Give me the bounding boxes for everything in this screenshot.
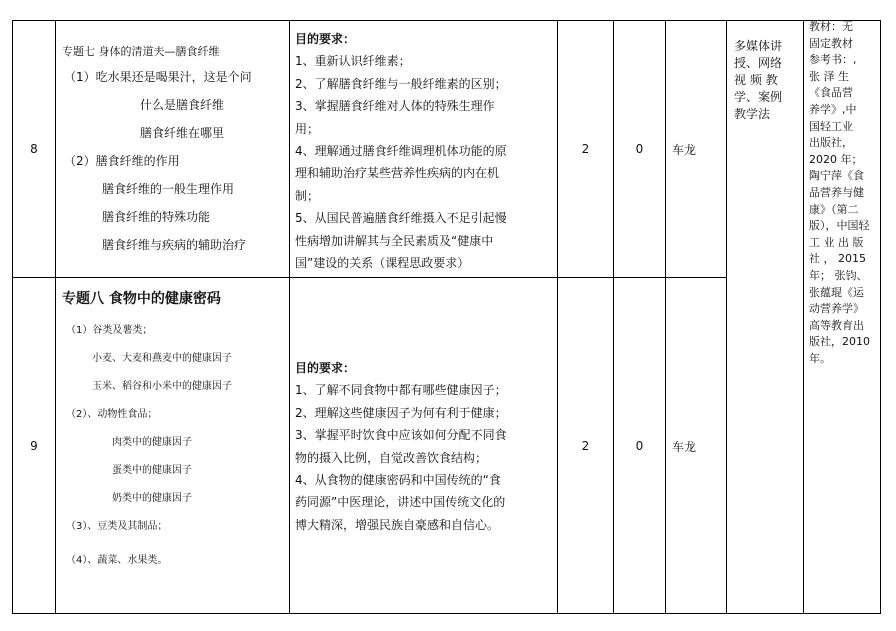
objective-line: 1、了解不同食物中都有哪些健康因子； (295, 383, 507, 398)
objective-line: 用； (295, 121, 320, 136)
materials-line: 社 ， 2015 (809, 252, 866, 266)
outline-item: 蛋类中的健康因子 (112, 465, 192, 476)
materials-line: 品营养与健 (809, 185, 864, 199)
materials-line: 年。 (809, 351, 831, 365)
materials-line: 教材：无 (809, 20, 853, 33)
objective-line: 制； (295, 188, 320, 203)
row-index (13, 278, 55, 613)
objective-line: 博大精深，增强民族自豪感和自信心。 (295, 517, 500, 532)
teacher-cell (666, 278, 726, 613)
practice-hours (614, 21, 665, 277)
theory-hours-value: 2 (581, 142, 590, 156)
teaching-method-line: 视 频 教 (734, 73, 778, 87)
practice-hours-value: 0 (635, 438, 644, 453)
outline-item: （3）、豆类及其制品； (66, 521, 168, 532)
outline-item: 奶类中的健康因子 (112, 493, 192, 504)
materials-line: 出版社， (809, 136, 853, 150)
objectives-title: 目的要求： (295, 361, 356, 375)
row-index-value: 9 (30, 438, 38, 453)
objectives-cell (290, 21, 557, 277)
teaching-method-line: 学、案例 (734, 90, 783, 104)
outline-item: （2）膳食纤维的作用 (64, 154, 180, 168)
topic-cell (56, 278, 289, 613)
materials-line: 张蕴琨《运 (809, 285, 864, 299)
objective-line: 2、理解这些健康因子为何有利于健康； (295, 405, 507, 420)
materials-line: 动营养学》 (809, 302, 864, 316)
practice-hours-value: 0 (635, 142, 644, 156)
outline-item: 膳食纤维在哪里 (140, 126, 225, 140)
theory-hours (558, 278, 613, 613)
materials-line: 陶宁萍《食 (809, 169, 864, 183)
outline-item: 膳食纤维与疾病的辅助治疗 (102, 238, 247, 252)
objective-line: 理和辅助治疗某些营养性疾病的内在机 (295, 166, 500, 181)
objective-line: 4、从食物的健康密码和中国传统的“食 (295, 473, 501, 488)
materials-line: 张 泽 生 (809, 69, 849, 83)
objectives-title: 目的要求： (295, 32, 356, 46)
objective-line: 4、理解通过膳食纤维调理机体功能的原 (295, 144, 507, 159)
theory-hours (558, 21, 613, 277)
topic-title: 专题八 食物中的健康密码 (62, 291, 221, 307)
materials-cell (804, 21, 880, 613)
objective-line: 性病增加讲解其与全民素质及“健康中 (295, 233, 494, 248)
row-index-value: 8 (30, 142, 38, 156)
materials-line: 固定教材 (809, 36, 853, 50)
teacher-cell (666, 21, 726, 277)
teaching-method-line: 教学法 (734, 107, 771, 121)
objective-line: 1、重新认识纤维素； (295, 54, 411, 69)
objective-line: 2、了解膳食纤维与一般纤维素的区别； (295, 76, 507, 91)
col-border (880, 20, 881, 614)
teaching-method-line: 多媒体讲 (734, 39, 783, 53)
topic-cell (56, 21, 289, 277)
objective-line: 5、从国民普遍膳食纤维摄入不足引起慢 (295, 211, 507, 226)
outline-item: （1）谷类及薯类； (66, 325, 153, 336)
outline-item: （1）吃水果还是喝果汁，这是个问 (64, 70, 252, 84)
teaching-method-cell (727, 21, 803, 613)
outline-item: 膳食纤维的一般生理作用 (102, 182, 235, 196)
objective-line: 国”建设的关系（课程思政要求） (295, 256, 470, 271)
outline-item: 肉类中的健康因子 (112, 437, 192, 448)
teacher-name: 车龙 (672, 143, 697, 157)
topic-title: 专题七 身体的清道夫—膳食纤维 (62, 45, 220, 58)
materials-line: 《食品营 (809, 86, 853, 100)
objective-line: 3、掌握膳食纤维对人体的特殊生理作 (295, 99, 495, 114)
objective-line: 3、掌握平时饮食中应该如何分配不同食 (295, 428, 507, 443)
materials-line: 工 业 出 版 (809, 235, 864, 249)
teaching-method-line: 授、网络 (734, 56, 783, 70)
practice-hours (614, 278, 665, 613)
theory-hours-value: 2 (581, 438, 590, 453)
table-border-bottom (12, 613, 881, 614)
outline-item: （4）、蔬菜、水果类。 (66, 555, 168, 566)
outline-item: 小麦、大麦和燕麦中的健康因子 (92, 353, 232, 364)
materials-line: 2020 年； (809, 152, 863, 166)
materials-line: 高等教育出 (809, 318, 864, 332)
outline-item: 玉米、稻谷和小米中的健康因子 (92, 381, 232, 392)
materials-line: 参考书：, (809, 53, 857, 67)
teacher-name: 车龙 (672, 440, 697, 454)
outline-item: （2）、动物性食品； (66, 409, 158, 420)
materials-line: 国轻工业 (809, 119, 853, 133)
materials-line: 养学》,中 (809, 102, 857, 116)
objectives-cell (290, 278, 557, 613)
outline-item: 什么是膳食纤维 (140, 98, 225, 112)
materials-line: 年； 张钧、 (809, 268, 868, 282)
objective-line: 药同源”中医理论，讲述中国传统文化的 (295, 495, 506, 510)
materials-line: 版），中国轻 (809, 219, 870, 233)
outline-item: 膳食纤维的特殊功能 (102, 210, 211, 224)
materials-line: 康》（第二 (809, 202, 859, 216)
row-index (13, 21, 55, 277)
materials-line: 版社，2010 (809, 335, 870, 349)
objective-line: 物的摄入比例，自觉改善饮食结构； (295, 450, 488, 465)
